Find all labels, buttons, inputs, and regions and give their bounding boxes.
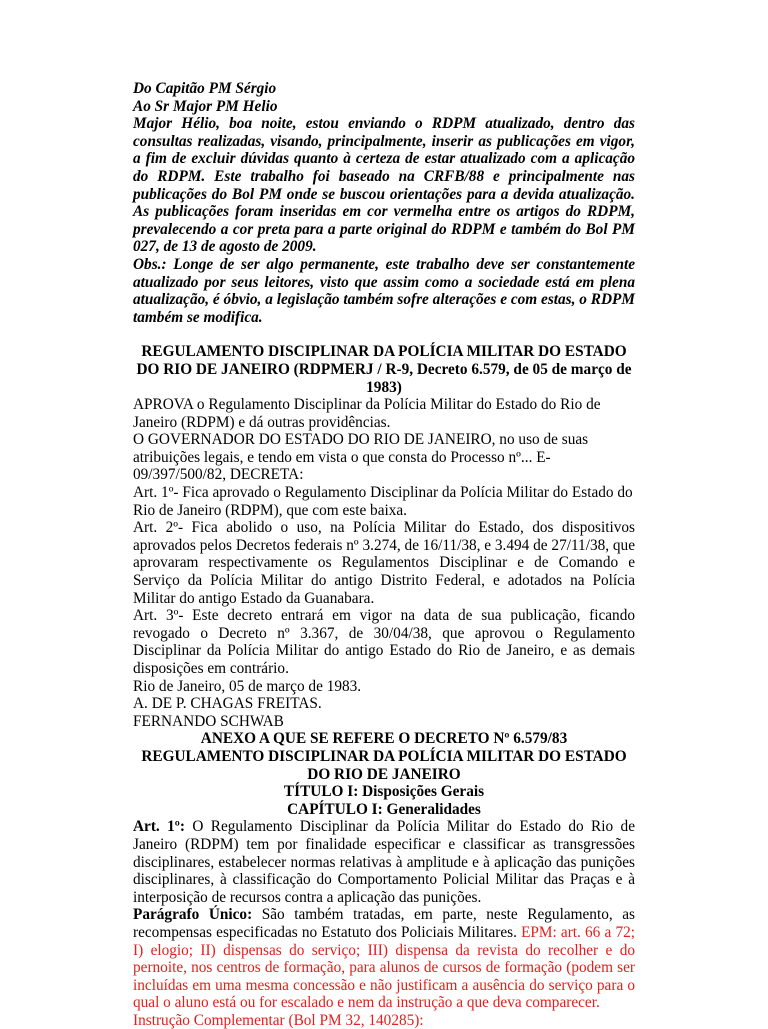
decree-place-date: Rio de Janeiro, 05 de março de 1983. [133,677,362,695]
annex-art1 [133,818,635,906]
letter-from: Do Capitão PM Sérgio [133,80,277,97]
decree-signatory-1: A. DE P. CHAGAS FREITAS. [133,695,322,713]
annex-regulation-title: REGULAMENTO DISCIPLINAR DA POLÍCIA MILITAR DO ESTADO DO RIO DE JANEIRO [141,747,627,783]
decree-approves: APROVA o Regulamento Disciplinar da Polícia Militar do Estado do Rio de Janeiro (RDPM) e dá outras providências. [133,396,601,431]
art1-label: Art. 1º: [133,818,185,836]
art1-text: O Regulamento Disciplinar da Polícia Militar do Estado do Rio de Janeiro (RDPM) tem por finalidade especificar e classificar as transgressões disciplinares, estabelecer normas relativas à amplitude e à aplicação das punições disciplinares, à classificação do Comportamento Policial Militar das Praças e à interposição de recursos contra a aplicação das punições. [133,818,635,906]
letter-body: Major Hélio, boa noite, estou enviando o RDPM atualizado, dentro das consultas realizadas, visando, principalmente, inserir as publicações em vigor, a fim de excluir dúvidas quanto à certeza de estar atualizado com a aplicação do RDPM. Este trabalho foi baseado na CRFB/88 e principalmente nas publicações do Bol PM onde se buscou orientações para a devida atualização. As publicações foram inseridas em cor vermelha entre os artigos do RDPM, prevalecendo a cor preta para a parte original do RDPM e também do Bol PM 027, de 13 de agosto de 2009. [133,115,635,256]
paragrafo-label: Parágrafo Único: [133,906,253,924]
decree-art2: Art. 2º- Fica abolido o uso, na Polícia Militar do Estado, dos dispositivos aprovados pelos Decretos federais nº 3.274, de 16/11/38, e 3.494 de 27/11/38, que aprovaram respectivamente os Regulamentos Disciplinar e de Comando e Serviço da Polícia Militar do antigo Distrito Federal, e adotados na Polícia Militar do antigo Estado da Guanabara. [133,519,635,607]
decree-art1: Art. 1º- Fica aprovado o Regulamento Disciplinar da Polícia Militar do Estado do Rio de Janeiro (RDPM), que com este baixa. [133,484,633,519]
annex-capitulo: CAPÍTULO I: Generalidades [287,800,481,818]
letter-to: Ao Sr Major PM Helio [133,97,278,115]
obs-label: Obs.: [133,255,167,273]
paragrafo-red-text: EPM: art. 66 a 72; I) elogio; II) dispensas do serviço; III) dispensa da revista do recolher e do pernoite, nos centros de formação, para alunos de cursos de formação (podem ser incluídas em uma mesma concessão e não justificam a ausência do serviço para o qual o aluno está ou for escalado e nem da instrução a que deva comparecer. [133,923,635,1012]
decree-governor: O GOVERNADOR DO ESTADO DO RIO DE JANEIRO, no uso de suas atribuições legais, e tendo em vista o que consta do Processo nº... E-09/397/500/82, DECRETA: [133,431,589,484]
document-page [133,80,635,1029]
decree-art3: Art. 3º- Este decreto entrará em vigor na data de sua publicação, ficando revogado o Decreto nº 3.367, de 30/04/38, que aprovou o Regulamento Disciplinar da Polícia Militar do antigo Estado do Rio de Janeiro, e as demais disposições em contrário. [133,607,635,677]
annex-instrucao-complementar: Instrução Complementar (Bol PM 32, 140285): [133,1011,424,1029]
annex-heading: ANEXO A QUE SE REFERE O DECRETO Nº 6.579/83 [200,730,568,748]
annex-paragrafo-unico [133,906,635,1012]
obs-text: Longe de ser algo permanente, este trabalho deve ser constantemente atualizado por seus leitores, visto que assim como a sociedade está em plena atualização, é óbvio, a legislação também sofre alterações e com estas, o RDPM também se modifica. [133,255,635,326]
decree-signatory-2: FERNANDO SCHWAB [133,712,284,730]
paragrafo-text: São também tratadas, em parte, neste Regulamento, as recompensas especificadas no Estatuto dos Policiais Militares. [133,906,635,941]
letter-obs [133,256,635,326]
annex-titulo: TÍTULO I: Disposições Gerais [283,783,485,801]
decree-title: REGULAMENTO DISCIPLINAR DA POLÍCIA MILITAR DO ESTADO DO RIO DE JANEIRO (RDPMERJ / R-9, Decreto 6.579, de 05 de março de 1983) [136,343,632,396]
